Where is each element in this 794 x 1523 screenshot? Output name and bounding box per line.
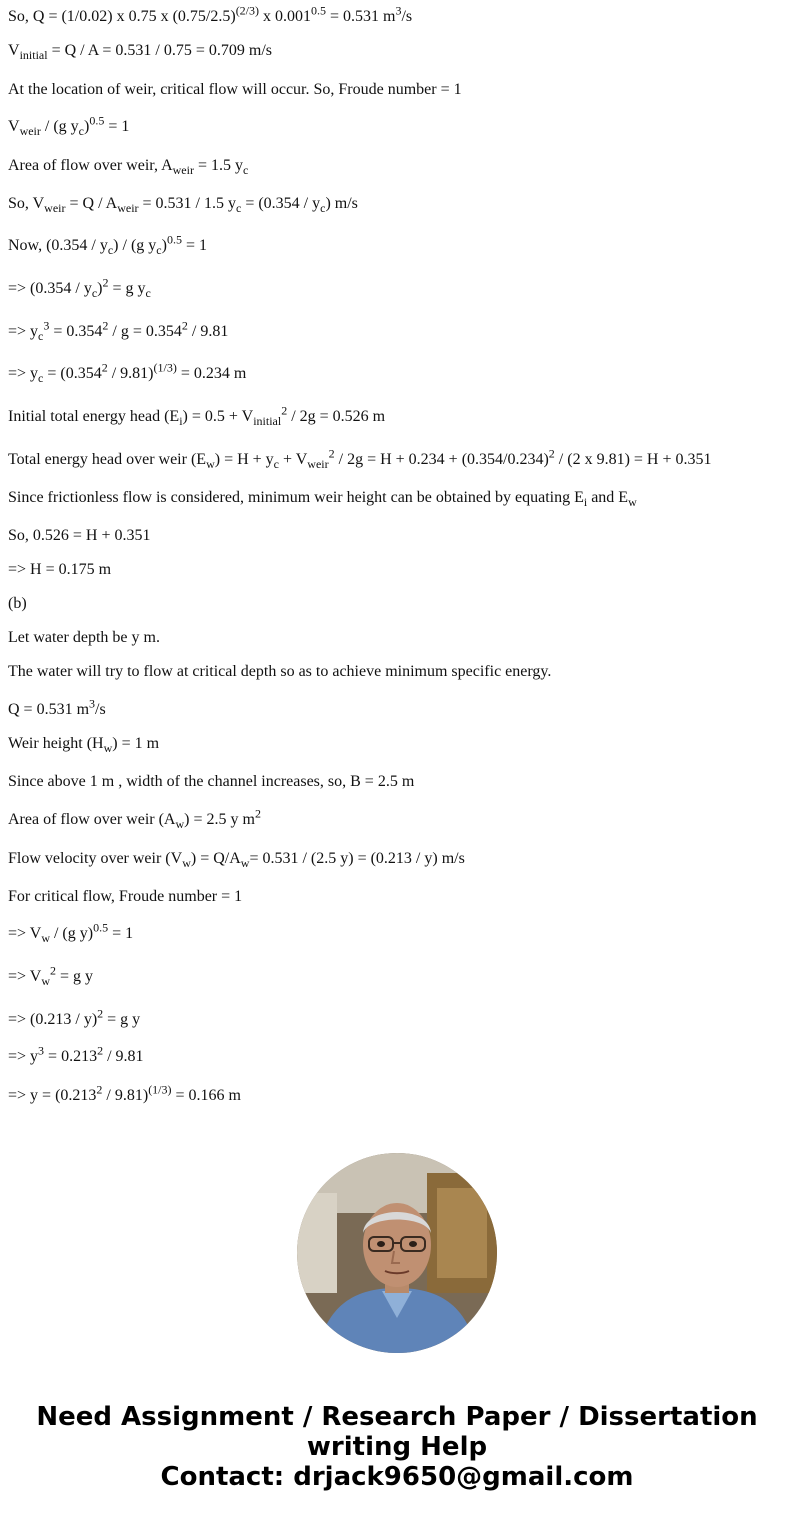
line-text: / 2g = H + 0.234 + (0.354/0.234) (334, 451, 549, 468)
subscript-text: w (41, 931, 50, 946)
subscript-text: c (273, 457, 279, 472)
line-text: For critical flow, Froude number = 1 (8, 888, 243, 905)
line-text: = g y (55, 968, 94, 985)
line-text: Total energy head over weir (E (8, 451, 207, 468)
document-line (8, 594, 27, 614)
subscript-text: initial (253, 414, 282, 429)
line-text: V (8, 42, 20, 59)
document-line (8, 403, 386, 429)
document-line (8, 1043, 144, 1067)
promo-footer (0, 1402, 794, 1492)
document-line (8, 526, 151, 546)
document-line (8, 113, 130, 139)
subscript-text: w (206, 457, 215, 472)
line-text: x 0.001 (259, 8, 312, 25)
document-line (8, 963, 94, 989)
line-text: /s (401, 8, 413, 25)
line-text: = 0.166 m (171, 1087, 241, 1104)
document-line (8, 772, 414, 792)
line-text: ) = 0.5 + V (182, 408, 254, 425)
document-line (8, 628, 160, 648)
line-text: / g = 0.354 (108, 323, 182, 340)
line-text: = (0.354 (43, 365, 102, 382)
line-text: and E (587, 489, 629, 506)
line-text: At the location of weir, critical flow will occur. So, Froude number = 1 (8, 81, 462, 98)
line-text: = 1.5 y (193, 157, 243, 174)
line-text: / (g y (40, 118, 79, 135)
line-text: = (0.354 / y (241, 195, 321, 212)
footer-contact: Contact: drjack9650@gmail.com (160, 1462, 634, 1492)
line-text: => H = 0.175 m (8, 561, 112, 578)
line-text: => V (8, 968, 42, 985)
subscript-text: c (243, 163, 249, 178)
line-text: ) = 2.5 y m (184, 811, 255, 828)
line-text: = g y (103, 1011, 141, 1028)
superscript-text: 2 (96, 1082, 103, 1097)
subscript-text: w (103, 741, 113, 756)
line-text: (b) (8, 595, 27, 612)
line-text: + V (279, 451, 308, 468)
document-line (8, 488, 637, 508)
superscript-text: 2 (102, 275, 109, 290)
document-line (8, 734, 159, 754)
line-text: / 9.81) (102, 1087, 149, 1104)
subscript-text: c (145, 286, 151, 301)
subscript-text: weir (307, 457, 329, 472)
subscript-text: i (179, 414, 183, 429)
subscript-text: c (107, 243, 114, 258)
subscript-text: c (78, 124, 84, 139)
subscript-text: w (175, 817, 185, 832)
superscript-text: 2 (181, 318, 188, 333)
line-text: Since frictionless flow is considered, minimum weir height can be obtained by equating E (8, 489, 584, 506)
line-text: / 2g = 0.526 m (287, 408, 386, 425)
superscript-text: 3 (89, 696, 96, 711)
line-text: = g y (108, 280, 146, 297)
subscript-text: c (38, 371, 44, 386)
line-text: => y = (0.213 (8, 1087, 97, 1104)
line-text: So, 0.526 = H + 0.351 (8, 527, 151, 544)
subscript-text: c (38, 329, 44, 344)
superscript-text: 0.5 (89, 113, 105, 128)
line-text: V (8, 118, 20, 135)
footer-subline: writing Help (306, 1432, 488, 1462)
line-text: /s (95, 701, 106, 718)
subscript-text: w (240, 856, 250, 871)
line-text: Q = 0.531 m (8, 701, 90, 718)
line-text: = 0.213 (44, 1048, 98, 1065)
line-text: => (0.354 / y (8, 280, 92, 297)
document-line (8, 696, 106, 720)
line-text: ) / (g y (113, 237, 157, 254)
line-text: Now, (0.354 / y (8, 237, 108, 254)
superscript-text: 0.5 (311, 3, 327, 18)
line-text: / (2 x 9.81) = H + 0.351 (554, 451, 712, 468)
author-photo (297, 1153, 497, 1353)
subscript-text: weir (19, 124, 41, 139)
document-line (8, 1082, 241, 1106)
subscript-text: w (182, 856, 191, 871)
document-line (8, 156, 248, 176)
document-line (8, 560, 111, 580)
line-text: Flow velocity over weir (V (8, 850, 183, 867)
line-text: => y (8, 323, 39, 340)
line-text: = Q / A = 0.531 / 0.75 = 0.709 m/s (47, 42, 272, 59)
superscript-text: 2 (281, 403, 288, 418)
subscript-text: w (628, 495, 637, 510)
document-line (8, 232, 207, 258)
line-text: So, Q = (1/0.02) x 0.75 x (0.75/2.5) (8, 8, 236, 25)
superscript-text: 2 (328, 446, 335, 461)
document-line (8, 1006, 141, 1030)
subscript-text: c (156, 243, 162, 258)
subscript-text: weir (44, 201, 66, 216)
document-line (8, 194, 358, 214)
line-text: => y (8, 365, 39, 382)
document-line (8, 80, 462, 100)
superscript-text: 2 (102, 318, 109, 333)
line-text: = Q / A (65, 195, 118, 212)
line-text: = 0.531 m (326, 8, 396, 25)
line-text: = 0.531 / 1.5 y (138, 195, 236, 212)
superscript-text: 2 (101, 360, 108, 375)
document-line (8, 849, 465, 869)
line-text: / 9.81) (107, 365, 154, 382)
superscript-text: 3 (43, 318, 50, 333)
document-line (8, 662, 551, 682)
document-line (8, 318, 229, 344)
author-portrait-icon (297, 1153, 497, 1353)
superscript-text: 3 (38, 1043, 45, 1058)
superscript-text: 2 (254, 806, 261, 821)
superscript-text: 2 (97, 1006, 104, 1021)
superscript-text: (1/3) (148, 1082, 172, 1097)
subscript-text: i (583, 495, 588, 510)
line-text: ) (161, 237, 167, 254)
subscript-text: w (41, 974, 50, 989)
line-text: ) (84, 118, 90, 135)
line-text: ) = H + y (214, 451, 274, 468)
document-line (8, 887, 242, 907)
document-line (8, 41, 272, 61)
line-text: Weir height (H (8, 735, 104, 752)
line-text: = 1 (108, 925, 134, 942)
line-text: => (0.213 / y) (8, 1011, 98, 1028)
line-text: So, V (8, 195, 45, 212)
line-text: The water will try to flow at critical depth so as to achieve minimum specific energy. (8, 663, 552, 680)
subscript-text: initial (19, 48, 48, 63)
superscript-text: 2 (49, 963, 56, 978)
line-text: ) = 1 m (112, 735, 160, 752)
subscript-text: weir (172, 163, 194, 178)
subscript-text: c (236, 201, 242, 216)
line-text: / 9.81 (103, 1048, 144, 1065)
line-text: / 9.81 (187, 323, 229, 340)
line-text: => V (8, 925, 42, 942)
superscript-text: 2 (548, 446, 555, 461)
line-text: Since above 1 m , width of the channel increases, so, B = 2.5 m (8, 773, 415, 790)
line-text: Initial total energy head (E (8, 408, 180, 425)
line-text: Area of flow over weir (A (8, 811, 176, 828)
line-text: / (g y) (49, 925, 94, 942)
subscript-text: weir (117, 201, 139, 216)
line-text: = 1 (104, 118, 130, 135)
document-line (8, 3, 413, 27)
line-text: Area of flow over weir, A (8, 157, 173, 174)
line-text: Let water depth be y m. (8, 629, 160, 646)
document-line (8, 920, 134, 946)
line-text: = 1 (181, 237, 207, 254)
subscript-text: c (91, 286, 98, 301)
line-text: ) = Q/A (190, 850, 241, 867)
line-text: = 0.354 (49, 323, 103, 340)
document-line (8, 360, 247, 386)
line-text: = 0.531 / (2.5 y) = (0.213 / y) m/s (249, 850, 465, 867)
superscript-text: 0.5 (166, 232, 182, 247)
document-line (8, 806, 261, 832)
line-text: => y (8, 1048, 39, 1065)
footer-headline: Need Assignment / Research Paper / Dissertation (36, 1402, 758, 1432)
subscript-text: c (320, 201, 326, 216)
superscript-text: (1/3) (153, 360, 177, 375)
document-line (8, 275, 151, 301)
superscript-text: (2/3) (235, 3, 260, 18)
document-line (8, 446, 712, 472)
line-text: = 0.234 m (176, 365, 247, 382)
superscript-text: 3 (395, 3, 402, 18)
line-text: ) (97, 280, 103, 297)
line-text: ) m/s (325, 195, 358, 212)
superscript-text: 2 (97, 1043, 104, 1058)
superscript-text: 0.5 (93, 920, 109, 935)
